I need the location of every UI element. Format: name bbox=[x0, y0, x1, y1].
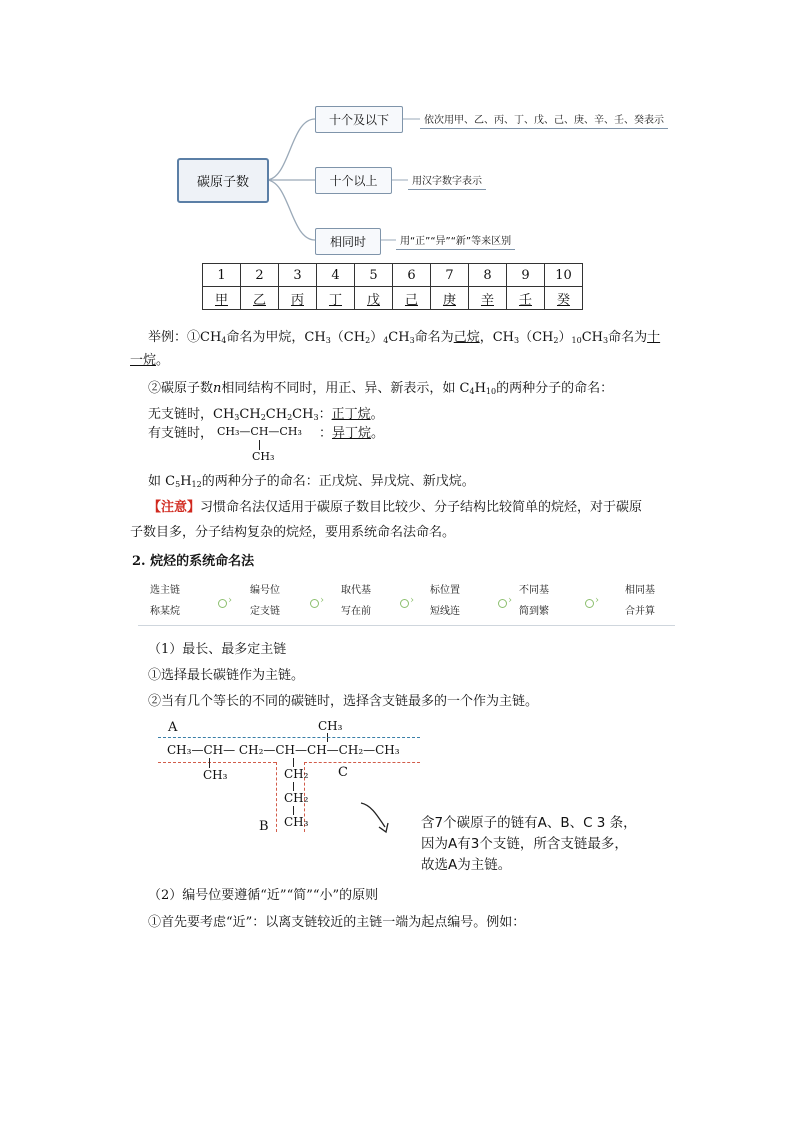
label-b: B bbox=[259, 819, 269, 834]
subscript: 10 bbox=[571, 336, 582, 345]
subscript: 2 bbox=[287, 413, 293, 422]
section-heading: 2. 烷烃的系统命名法 bbox=[132, 554, 255, 569]
subscript: 3 bbox=[313, 413, 319, 422]
isobutane-name: 异丁烷 bbox=[332, 426, 372, 441]
text: 命名为甲烷，CH bbox=[226, 330, 326, 345]
text: CH bbox=[388, 330, 410, 345]
isobutane-formula: CH₃—CH—CH₃ bbox=[217, 425, 302, 438]
table-cell: 乙 bbox=[241, 287, 279, 310]
isobutane-bond bbox=[259, 440, 260, 450]
mindmap-node-over-ten: 十个以上 bbox=[315, 167, 392, 194]
label-c: C bbox=[338, 765, 348, 780]
rule1-point2: ②当有几个等长的不同的碳链时，选择含支链最多的一个作为主链。 bbox=[148, 694, 539, 709]
rule2-title: （2）编号位要遵循“近”“简”“小”的原则 bbox=[148, 888, 379, 903]
mindmap-leaf-ten-or-less: 依次用甲、乙、丙、丁、戊、己、庚、辛、壬、癸表示 bbox=[420, 111, 668, 129]
step-top: 取代基 bbox=[341, 585, 371, 596]
step-5 bbox=[499, 580, 569, 622]
carbon-stem-table bbox=[202, 263, 583, 310]
chain-a-highlight bbox=[158, 737, 420, 738]
text: ： bbox=[318, 407, 332, 422]
text: ） bbox=[370, 330, 384, 345]
text: ） bbox=[558, 330, 572, 345]
mindmap-node-ten-or-less: 十个及以下 bbox=[315, 106, 403, 133]
subscript: 2 bbox=[553, 336, 559, 345]
text: 。 bbox=[156, 353, 170, 368]
mindmap-leaf-over-ten: 用汉字数字表示 bbox=[408, 172, 486, 190]
text: 如 C bbox=[148, 474, 176, 489]
step-bottom: 定支链 bbox=[250, 606, 280, 617]
subscript: 3 bbox=[514, 336, 520, 345]
label-a: A bbox=[168, 720, 178, 735]
arrow-icon: › bbox=[508, 595, 512, 606]
branch-bond-1 bbox=[293, 758, 294, 767]
table-cell: 辛 bbox=[469, 287, 507, 310]
text: H bbox=[474, 381, 486, 396]
arrow-icon: › bbox=[595, 595, 599, 606]
text: （CH bbox=[330, 330, 366, 345]
text: ，CH bbox=[479, 330, 514, 345]
text: 举例：①CH bbox=[148, 330, 222, 345]
step-connector-dot bbox=[310, 599, 319, 608]
step-2 bbox=[230, 580, 300, 622]
table-cell: 甲 bbox=[203, 287, 241, 310]
mindmap-leaf-same: 用“正”“异”“新”等来区别 bbox=[396, 232, 515, 250]
methyl-bond bbox=[209, 758, 210, 768]
arrow-icon: › bbox=[228, 595, 232, 606]
hexane-name: 己烷 bbox=[453, 330, 480, 345]
table-row-names bbox=[203, 287, 583, 310]
table-cell: 8 bbox=[469, 264, 507, 287]
note-tag: 【注意】 bbox=[148, 500, 201, 515]
chain-c-highlight-right bbox=[304, 762, 420, 763]
branch-bond-3 bbox=[293, 806, 294, 815]
table-cell: 2 bbox=[241, 264, 279, 287]
note-paragraph-cont: 子数目多，分子结构复杂的烷烃，要用系统命名法命名。 bbox=[130, 525, 456, 540]
mindmap-root: 碳原子数 bbox=[177, 158, 269, 203]
subscript: 5 bbox=[175, 480, 181, 489]
step-top: 不同基 bbox=[519, 585, 549, 596]
isobutane-name-line bbox=[319, 425, 384, 443]
text: 命名为 bbox=[608, 330, 648, 345]
rule1-title: （1）最长、最多定主链 bbox=[148, 642, 287, 657]
mindmap-node-same: 相同时 bbox=[315, 228, 381, 255]
subscript: 4 bbox=[383, 336, 389, 345]
table-cell: 9 bbox=[507, 264, 545, 287]
step-connector-dot bbox=[400, 599, 409, 608]
table-cell: 7 bbox=[431, 264, 469, 287]
branch-ch2-2: CH₂ bbox=[284, 791, 309, 805]
text: 命名为 bbox=[414, 330, 454, 345]
table-cell: 己 bbox=[393, 287, 431, 310]
step-connector-dot bbox=[218, 599, 227, 608]
pentane-line bbox=[148, 473, 475, 494]
text: 。 bbox=[371, 426, 385, 441]
text: H bbox=[180, 474, 192, 489]
example-paragraph bbox=[148, 326, 678, 353]
step-bottom: 称某烷 bbox=[150, 606, 180, 617]
chain-c-highlight bbox=[158, 762, 276, 763]
step-bottom: 写在前 bbox=[341, 606, 371, 617]
top-methyl: CH₃ bbox=[318, 719, 343, 733]
table-cell: 戊 bbox=[355, 287, 393, 310]
table-row-numbers bbox=[203, 264, 583, 287]
subscript: 2 bbox=[260, 413, 266, 422]
subscript: 3 bbox=[602, 336, 609, 345]
branch-ch3-end: CH₃ bbox=[284, 815, 309, 829]
isobutane-methyl: CH₃ bbox=[252, 450, 275, 463]
isomer-intro bbox=[148, 380, 613, 401]
subscript: 10 bbox=[485, 387, 497, 396]
callout-line: 故选A为主链。 bbox=[421, 857, 512, 873]
main-chain: CH₃—CH— CH₂—CH—CH—CH₂—CH₃ bbox=[167, 743, 400, 757]
table-cell: 4 bbox=[317, 264, 355, 287]
text: CH bbox=[581, 330, 603, 345]
table-cell: 10 bbox=[545, 264, 583, 287]
table-cell: 庚 bbox=[431, 287, 469, 310]
undecane-name-part1: 十 bbox=[647, 330, 661, 345]
no-branch-line bbox=[148, 406, 384, 427]
table-cell: 6 bbox=[393, 264, 431, 287]
table-cell: 3 bbox=[279, 264, 317, 287]
note-paragraph bbox=[148, 499, 688, 517]
text: CH bbox=[265, 407, 288, 422]
text: CH bbox=[239, 407, 261, 422]
example-paragraph-cont bbox=[130, 352, 169, 370]
chain-b-highlight-left bbox=[276, 762, 277, 832]
step-top: 相同基 bbox=[625, 585, 655, 596]
subscript: 2 bbox=[365, 336, 371, 345]
subscript: 3 bbox=[325, 336, 331, 345]
callout-arrow-icon bbox=[355, 797, 415, 842]
table-cell: 丁 bbox=[317, 287, 355, 310]
lower-methyl: CH₃ bbox=[203, 768, 228, 782]
text: CH bbox=[292, 407, 314, 422]
step-bottom: 合并算 bbox=[625, 606, 655, 617]
text: 习惯命名法仅适用于碳原子数目比较少、分子结构比较简单的烷烃，对于碳原 bbox=[200, 500, 643, 515]
table-cell: 丙 bbox=[279, 287, 317, 310]
rule2-point1: ①首先要考虑“近”：以离支链较近的主链一端为起点编号。例如： bbox=[148, 915, 526, 930]
text: 。 bbox=[370, 407, 384, 422]
text: 的两种分子的命名： bbox=[496, 381, 614, 396]
undecane-name-part2: 一烷 bbox=[130, 353, 157, 368]
callout-text bbox=[421, 813, 637, 876]
step-top: 标位置 bbox=[430, 585, 460, 596]
step-bottom: 短线连 bbox=[430, 606, 460, 617]
text: （CH bbox=[519, 330, 554, 345]
table-cell: 5 bbox=[355, 264, 393, 287]
callout-line: 因为A有3个支链，所含支链最多， bbox=[421, 836, 628, 852]
subscript: 4 bbox=[469, 387, 475, 396]
step-3 bbox=[321, 580, 391, 622]
step-6 bbox=[605, 580, 675, 622]
step-top: 选主链 bbox=[150, 585, 180, 596]
step-bottom: 简到繁 bbox=[519, 606, 549, 617]
callout-line: 含7个碳原子的链有A、B、C 3 条， bbox=[421, 815, 637, 831]
subscript: 3 bbox=[234, 413, 240, 422]
table-cell: 壬 bbox=[507, 287, 545, 310]
arrow-icon: › bbox=[410, 595, 414, 606]
subscript: 12 bbox=[191, 480, 202, 489]
arrow-icon: › bbox=[320, 595, 324, 606]
steps-bottom-rule bbox=[138, 625, 675, 626]
step-4 bbox=[410, 580, 480, 622]
text: 的两种分子的命名：正戊烷、异戊烷、新戊烷。 bbox=[201, 474, 475, 489]
subscript: 4 bbox=[221, 336, 227, 345]
n-butane-name: 正丁烷 bbox=[331, 407, 371, 422]
variable-n: n bbox=[213, 381, 222, 396]
step-connector-dot bbox=[585, 599, 594, 608]
branch-ch2-1: CH₂ bbox=[284, 767, 309, 781]
text: ： bbox=[319, 426, 333, 441]
table-cell: 癸 bbox=[545, 287, 583, 310]
text: ②碳原子数 bbox=[148, 381, 214, 396]
branch-label: 有支链时， bbox=[148, 426, 214, 441]
subscript: 3 bbox=[409, 336, 415, 345]
rule1-point1: ①选择最长碳链作为主链。 bbox=[148, 668, 305, 683]
step-top: 编号位 bbox=[250, 585, 280, 596]
text: 相同结构不同时，用正、异、新表示，如 C bbox=[221, 381, 470, 396]
table-cell: 1 bbox=[203, 264, 241, 287]
steps-flow bbox=[130, 580, 675, 626]
branch-bond-2 bbox=[293, 782, 294, 791]
step-1 bbox=[130, 580, 200, 622]
text: 无支链时，CH bbox=[148, 407, 235, 422]
